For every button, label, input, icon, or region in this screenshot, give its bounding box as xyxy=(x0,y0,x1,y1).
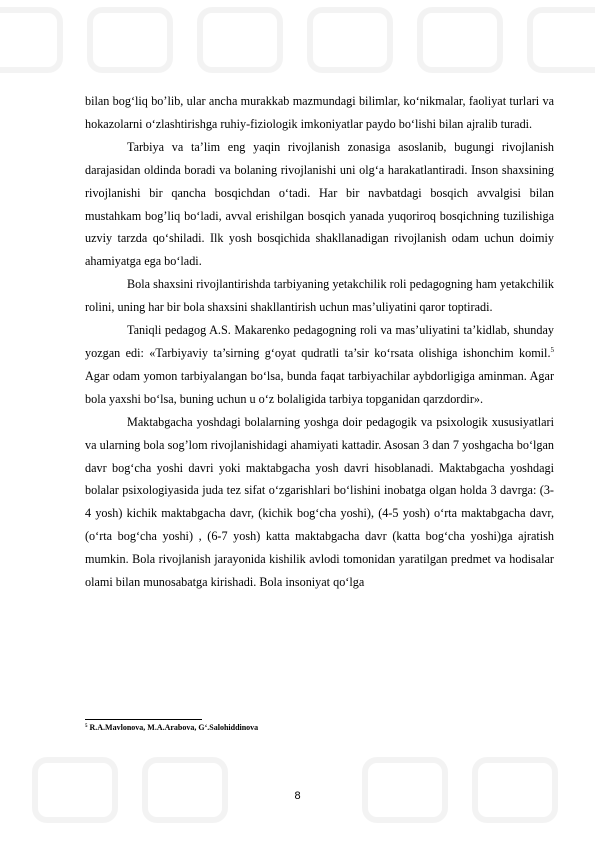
document-body xyxy=(85,90,554,594)
paragraph-2: Tarbiya va ta’lim eng yaqin rivojlanish zonasiga asoslanib, bugungi rivojlanish darajasidan oldinda boradi va bolaning rivojlanishi uni olg‘a harakatlantiradi. Inson shaxsining rivojlanishi bir qancha bosqichdan o‘tadi. Har bir navbatdagi bosqich avvalgisi bilan mustahkam bog’liq bo‘ladi, avval erishilgan bosqich yanada yuqoriroq bosqichning tuzilishiga uzviy tarzda qo‘shiladi. Ilk yosh bosqichida shakllanadigan rivojlanish odam uchun doimiy ahamiyatga ega bo‘ladi. xyxy=(85,139,554,269)
page-number: 8 xyxy=(294,790,301,802)
paragraph-4 xyxy=(85,319,554,411)
footnote-text: R.A.Mavlonova, M.A.Arabova, G‘.Salohiddinova xyxy=(87,723,259,732)
paragraph-1: bilan bog‘liq bo’lib, ular ancha murakkab mazmundagi bilimlar, ko‘nikmalar, faoliyat turlari va hokazolarni o‘zlashtirishga ruhiy-fiziologik imkoniyatlar paydo bo‘lishi bilan ajralib turadi. xyxy=(85,94,554,131)
paragraph-5: Maktabgacha yoshdagi bolalarning yoshga doir pedagogik va psixologik xususiyatlari va ularning bola sog’lom rivojlanishidagi ahamiyati kattadir. Asosan 3 dan 7 yoshgacha bo‘lgan davr bog‘cha yoshi davri yoki maktabgacha yosh davri hisoblanadi. Maktabgacha yoshdagi bolalar psixologiyasida juda tez sifat o‘zgarishlari bo‘lishini inobatga olgan holda 3 davrga: (3-4 yosh) kichik maktabgacha davr, (kichik bog‘cha yoshi), (4-5 yosh) o‘rta maktabgacha davr, (o‘rta bog‘cha yoshi) , (6-7 yosh) katta maktabgacha davr (katta bog‘cha yoshi)ga ajratish mumkin. Bola rivojlanish jarayonida kishilik avlodi tomonidan yaratilgan predmet va hodisalar olami bilan munosabatga kirishadi. Bola insoniyat qo‘lga xyxy=(85,414,554,590)
footnote-reference[interactable]: 5 xyxy=(550,345,554,354)
footnote-mark: 5 xyxy=(85,724,88,729)
paragraph-4-part-2: Agar odam yomon tarbiyalangan bo‘lsa, bunda faqat tarbiyachilar aybdorligiga aminman. Agar bola yaxshi bo‘lsa, buning uchun u o‘z bolaligida tarbiya topganidan qarzdordir». xyxy=(85,368,554,406)
paragraph-3: Bola shaxsini rivojlantirishda tarbiyaning yetakchilik roli pedagogning ham yetakchilik rolini, uning har bir bola shaxsini shakllantirish uchun mas’uliyatini qaror toptiradi. xyxy=(85,277,554,315)
footnote-divider xyxy=(85,719,202,720)
footnote xyxy=(85,723,258,733)
paragraph-4-part-1: Taniqli pedagog A.S. Makarenko pedagogning roli va mas’uliyatini ta’kidlab, shunday yozgan edi: «Tarbiyaviy ta’sirning g‘oyat qudratli ta’sir ko‘rsata olishiga ishonchim komil. xyxy=(85,323,554,360)
